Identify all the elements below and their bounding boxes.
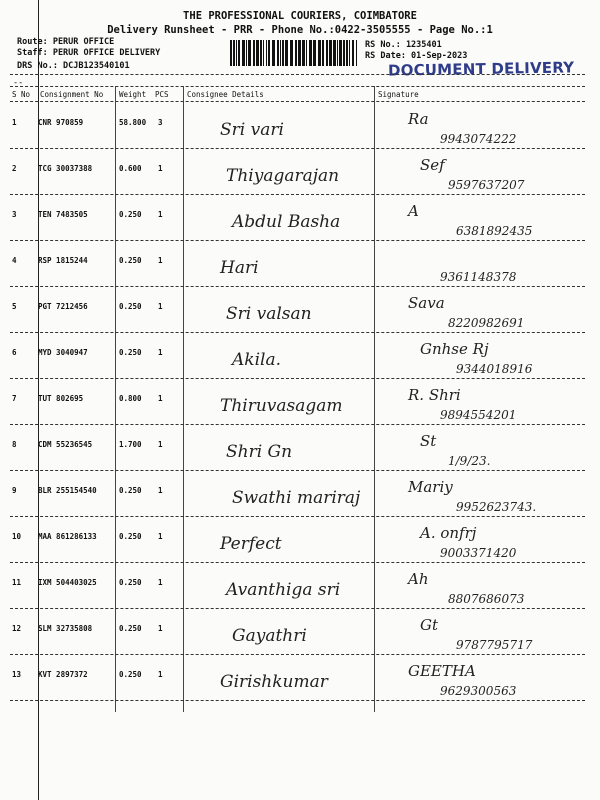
row-weight: 0.250	[119, 624, 142, 633]
row-consignee-handwriting: Avanthiga sri	[226, 580, 341, 600]
row-sno: 10	[12, 532, 22, 541]
row-signature: R. Shri	[408, 386, 461, 404]
barcode-bar	[337, 40, 338, 66]
row-consignment: IXM 504403025	[38, 578, 97, 587]
row-weight: 0.250	[119, 532, 142, 541]
barcode-bar	[333, 40, 336, 66]
row-pcs: 1	[158, 440, 163, 449]
barcode-bar	[343, 40, 345, 66]
row-pcs: 1	[158, 210, 163, 219]
row-phone-handwriting: 9629300563	[440, 684, 517, 698]
row-signature: GEETHA	[408, 662, 476, 680]
row-consignee-handwriting: Swathi mariraj	[232, 488, 361, 508]
row-weight: 0.600	[119, 164, 142, 173]
barcode-bar	[356, 40, 357, 66]
route-label: Route: PERUR OFFICE	[17, 37, 115, 47]
row-sno: 7	[12, 394, 17, 403]
row-sno: 12	[12, 624, 22, 633]
row-weight: 1.700	[119, 440, 142, 449]
barcode-bar	[313, 40, 316, 66]
row-consignment: MAA 861286133	[38, 532, 97, 541]
row-rule	[10, 378, 585, 379]
row-consignment: PGT 7212456	[38, 302, 88, 311]
row-signature: A	[408, 202, 419, 220]
barcode-bar	[272, 40, 275, 66]
row-pcs: 1	[158, 624, 163, 633]
row-consignment: TUT 802695	[38, 394, 84, 403]
row-rule	[10, 148, 585, 149]
row-consignment: CNR 970859	[38, 118, 84, 127]
row-phone-handwriting: 6381892435	[456, 224, 533, 238]
row-pcs: 1	[158, 256, 163, 265]
row-weight: 0.250	[119, 670, 142, 679]
col-consignment: Consignment No	[40, 90, 104, 99]
col-signature: Signature	[378, 90, 419, 99]
col-sno: S No	[12, 90, 31, 99]
row-signature: St	[420, 432, 437, 450]
barcode-bar	[295, 40, 297, 66]
row-signature: Ra	[408, 110, 429, 128]
row-rule	[10, 424, 585, 425]
row-phone-handwriting: 1/9/23.	[448, 454, 491, 468]
col-divider	[115, 86, 116, 712]
row-sno: 6	[12, 348, 17, 357]
rs-date: RS Date: 01-Sep-2023	[365, 51, 468, 61]
row-signature: Gt	[420, 616, 439, 634]
row-weight: 0.250	[119, 348, 142, 357]
row-sno: 8	[12, 440, 17, 449]
row-sno: 3	[12, 210, 17, 219]
barcode-bar	[322, 40, 324, 66]
row-signature: Sava	[408, 294, 445, 312]
row-weight: 0.250	[119, 486, 142, 495]
barcode-bar	[282, 40, 284, 66]
barcode-bar	[285, 40, 288, 66]
barcode-bar	[242, 40, 245, 66]
staff-label: Staff: PERUR OFFICE DELIVERY	[17, 48, 161, 58]
col-consignee: Consignee Details	[187, 90, 264, 99]
col-divider	[183, 86, 184, 712]
row-rule	[10, 286, 585, 287]
barcode-bar	[260, 40, 262, 66]
column-header-rule	[10, 101, 585, 102]
row-weight: 0.800	[119, 394, 142, 403]
row-pcs: 3	[158, 118, 163, 127]
row-sno: 1	[12, 118, 17, 127]
row-phone-handwriting: 9787795717	[456, 638, 533, 652]
row-sno: 4	[12, 256, 17, 265]
row-sno: 9	[12, 486, 17, 495]
barcode-bar	[309, 40, 312, 66]
row-pcs: 1	[158, 302, 163, 311]
row-signature: Mariy	[408, 478, 453, 496]
row-rule	[10, 654, 585, 655]
row-phone-handwriting: 9361148378	[440, 270, 517, 284]
row-rule	[10, 240, 585, 241]
row-weight: 0.250	[119, 210, 142, 219]
row-consignee-handwriting: Thiruvasagam	[220, 396, 343, 416]
col-weight: Weight	[119, 90, 147, 99]
barcode-bar	[263, 40, 264, 66]
row-consignment: CDM 55236545	[38, 440, 93, 449]
row-rule	[10, 194, 585, 195]
barcode-bar	[280, 40, 281, 66]
row-consignment: RSP 1815244	[38, 256, 88, 265]
row-pcs: 1	[158, 164, 163, 173]
row-phone-handwriting: 9003371420	[440, 546, 517, 560]
col-pcs: PCS	[155, 90, 169, 99]
row-weight: 0.250	[119, 256, 142, 265]
row-pcs: 1	[158, 486, 163, 495]
row-rule	[10, 332, 585, 333]
row-consignment: TEN 7483505	[38, 210, 88, 219]
row-consignee-handwriting: Gayathri	[232, 626, 307, 646]
col-divider	[374, 86, 375, 712]
barcode-bar	[277, 40, 279, 66]
row-phone-handwriting: 9894554201	[440, 408, 517, 422]
barcode-bar	[290, 40, 293, 66]
row-phone-handwriting: 9344018916	[456, 362, 533, 376]
row-consignment: TCG 30037388	[38, 164, 93, 173]
row-pcs: 1	[158, 394, 163, 403]
row-consignee-handwriting: Shri Gn	[226, 442, 293, 462]
barcode-bar	[268, 40, 270, 66]
barcode-bar	[236, 40, 237, 66]
row-weight: 0.250	[119, 302, 142, 311]
barcode-bar	[329, 40, 332, 66]
barcode-bar	[302, 40, 305, 66]
row-rule	[10, 516, 585, 517]
row-pcs: 1	[158, 670, 163, 679]
row-consignee-handwriting: Akila.	[232, 350, 281, 370]
barcode-bar	[306, 40, 307, 66]
runsheet-subtitle: Delivery Runsheet - PRR - Phone No.:0422-3505555 - Page No.:1	[107, 24, 493, 36]
row-consignee-handwriting: Perfect	[220, 534, 282, 554]
header-rule-top	[10, 74, 585, 75]
barcode-bar	[253, 40, 255, 66]
rs-number: RS No.: 1235401	[365, 40, 442, 50]
row-consignment: SLM 32735808	[38, 624, 93, 633]
barcode-bar	[339, 40, 342, 66]
row-signature: A. onfrj	[420, 524, 477, 542]
barcode-bar	[256, 40, 259, 66]
row-consignee-handwriting: Hari	[220, 258, 259, 278]
barcode-bar	[326, 40, 328, 66]
barcode-bar	[238, 40, 240, 66]
barcode-bar	[349, 40, 350, 66]
barcode-bar	[346, 40, 348, 66]
barcode-bar	[266, 40, 267, 66]
row-sno: 13	[12, 670, 22, 679]
row-rule	[10, 562, 585, 563]
row-sno: 11	[12, 578, 22, 587]
barcode-bar	[248, 40, 251, 66]
row-rule	[10, 470, 585, 471]
row-phone-handwriting: 9943074222	[440, 132, 517, 146]
row-phone-handwriting: 9952623743.	[456, 500, 537, 514]
dash-mark: --	[13, 78, 24, 88]
row-phone-handwriting: 9597637207	[448, 178, 525, 192]
row-phone-handwriting: 8220982691	[448, 316, 525, 330]
row-phone-handwriting: 8807686073	[448, 592, 525, 606]
row-consignment: BLR 255154540	[38, 486, 97, 495]
row-sno: 2	[12, 164, 17, 173]
barcode	[230, 40, 360, 66]
row-consignment: KVT 2897372	[38, 670, 88, 679]
row-signature: Sef	[420, 156, 445, 174]
row-pcs: 1	[158, 348, 163, 357]
row-weight: 0.250	[119, 578, 142, 587]
row-consignee-handwriting: Abdul Basha	[232, 212, 341, 232]
barcode-bar	[233, 40, 235, 66]
document-delivery-stamp: DOCUMENT DELIVERY	[387, 58, 575, 80]
barcode-bar	[318, 40, 321, 66]
row-rule	[10, 700, 585, 701]
row-sno: 5	[12, 302, 17, 311]
row-signature: Ah	[408, 570, 429, 588]
barcode-bar	[352, 40, 354, 66]
row-consignment: MYD 3040947	[38, 348, 88, 357]
row-consignee-handwriting: Thiyagarajan	[226, 166, 340, 186]
row-rule	[10, 608, 585, 609]
row-weight: 58.800	[119, 118, 147, 127]
barcode-bar	[246, 40, 247, 66]
barcode-bar	[298, 40, 301, 66]
header-rule	[10, 86, 585, 87]
row-pcs: 1	[158, 578, 163, 587]
row-consignee-handwriting: Girishkumar	[220, 672, 328, 692]
row-signature: Gnhse Rj	[420, 340, 489, 358]
company-title: THE PROFESSIONAL COURIERS, COIMBATORE	[183, 10, 417, 22]
drs-number: DRS No.: DCJB123540101	[17, 61, 130, 71]
barcode-bar	[230, 40, 232, 66]
row-pcs: 1	[158, 532, 163, 541]
row-consignee-handwriting: Sri vari	[220, 120, 284, 140]
row-consignee-handwriting: Sri valsan	[226, 304, 312, 324]
